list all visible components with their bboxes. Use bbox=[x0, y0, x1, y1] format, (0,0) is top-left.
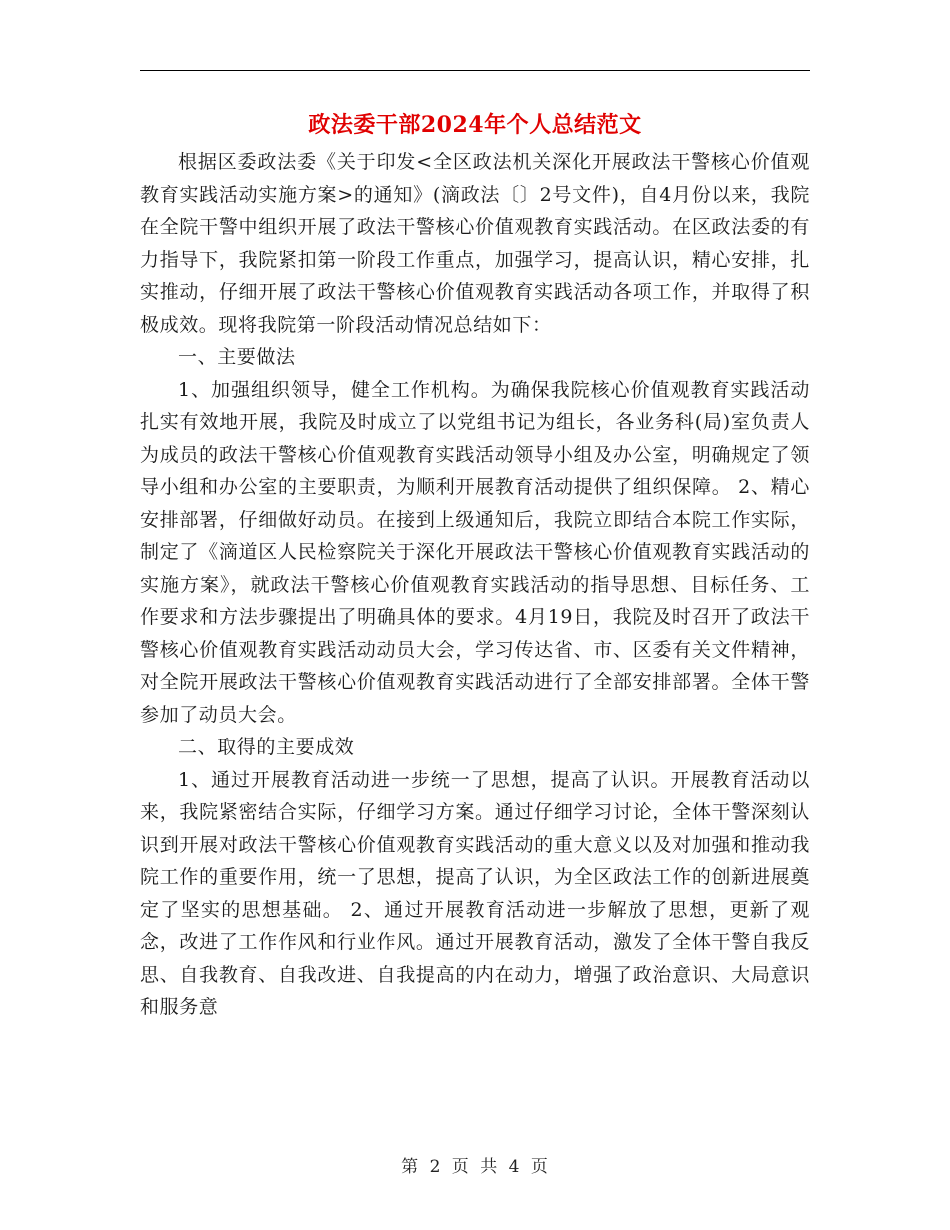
document-title: 政法委干部2024年个人总结范文 bbox=[308, 112, 642, 138]
page-number-footer: 第 2 页 共 4 页 bbox=[401, 1157, 549, 1177]
document-body bbox=[140, 146, 810, 1024]
section-heading-main-practices: 一、主要做法 bbox=[178, 346, 296, 368]
header-rule bbox=[140, 70, 810, 71]
section-heading-main-results: 二、取得的主要成效 bbox=[178, 736, 355, 758]
intro-paragraph: 根据区委政法委《关于印发<全区政法机关深化开展政法干警核心价值观教育实践活动实施方案>的通知》(滴政法〔〕2号文件)，自4月份以来，我院在全院干警中组织开展了政法干警核心价值观教育实践活动。在区政法委的有力指导下，我院紧扣第一阶段工作重点，加强学习，提高认识，精心安排，扎实推动，仔细开展了政法干警核心价值观教育实践活动各项工作，并取得了积极成效。现将我院第一阶段活动情况总结如下： bbox=[140, 151, 810, 336]
practices-paragraph: 1、加强组织领导，健全工作机构。为确保我院核心价值观教育实践活动扎实有效地开展，我院及时成立了以党组书记为组长，各业务科(局)室负责人为成员的政法干警核心价值观教育实践活动领导小组及办公室，明确规定了领导小组和办公室的主要职责，为顺利开展教育活动提供了组织保障。 2、精心安排部署，仔细做好动员。在接到上级通知后，我院立即结合本院工作实际，制定了《滴道区人民检察院关于深化开展政法干警核心价值观教育实践活动的实施方案》，就政法干警核心价值观教育实践活动的指导思想、目标任务、工作要求和方法步骤提出了明确具体的要求。4月19日，我院及时召开了政法干警核心价值观教育实践活动动员大会，学习传达省、市、区委有关文件精神，对全院开展政法干警核心价值观教育实践活动进行了全部安排部署。全体干警参加了动员大会。 bbox=[140, 378, 810, 726]
results-paragraph: 1、通过开展教育活动进一步统一了思想，提高了认识。开展教育活动以来，我院紧密结合实际，仔细学习方案。通过仔细学习讨论，全体干警深刻认识到开展对政法干警核心价值观教育实践活动的重大意义以及对加强和推动我院工作的重要作用，统一了思想，提高了认识，为全区政法工作的创新进展奠定了坚实的思想基础。 2、通过开展教育活动进一步解放了思想，更新了观念，改进了工作作风和行业作风。通过开展教育活动，激发了全体干警自我反思、自我教育、自我改进、自我提高的内在动力，增强了政治意识、大局意识和服务意 bbox=[140, 768, 810, 1018]
